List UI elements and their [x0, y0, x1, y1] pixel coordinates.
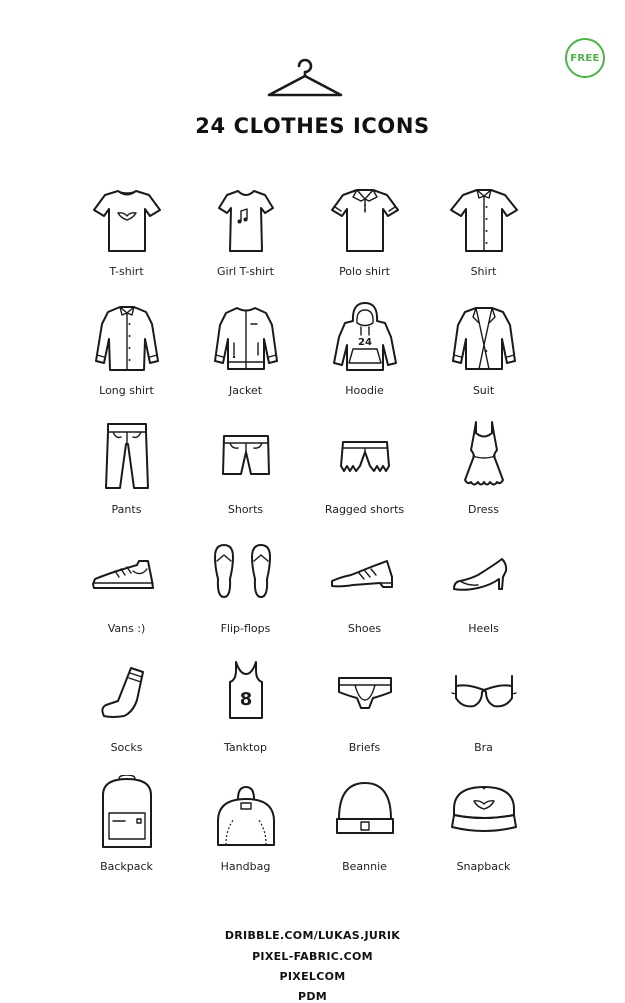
- icon-grid: [67, 176, 543, 890]
- icon-cell-briefs: [305, 652, 424, 771]
- t-shirt-icon: [91, 180, 163, 260]
- icon-cell-hoodie: [305, 295, 424, 414]
- icon-cell-t-shirt: [67, 176, 186, 295]
- icon-label: Shirt: [470, 265, 497, 278]
- icon-label: T-shirt: [109, 265, 144, 278]
- long-shirt-icon: [91, 299, 163, 379]
- hoodie-number: 24: [358, 337, 372, 348]
- icon-label: Snapback: [456, 860, 511, 873]
- icon-label: Bra: [474, 741, 493, 754]
- icon-cell-tanktop: [186, 652, 305, 771]
- icon-cell-shoes: [305, 533, 424, 652]
- footer-link-pixel-fabric[interactable]: PIXEL-FABRIC.COM: [252, 950, 373, 963]
- vans-icon: [91, 537, 163, 617]
- icon-label: Vans :): [107, 622, 146, 635]
- icon-label: Shoes: [347, 622, 382, 635]
- icon-label: Briefs: [348, 741, 381, 754]
- dress-icon: [448, 418, 520, 498]
- briefs-icon: [329, 656, 401, 736]
- icon-cell-suit: [424, 295, 543, 414]
- free-badge: FREE: [565, 38, 605, 78]
- icon-label: Long shirt: [99, 384, 154, 397]
- icon-cell-girl-t-shirt: [186, 176, 305, 295]
- icon-label: Tanktop: [223, 741, 267, 754]
- polo-shirt-icon: [329, 180, 401, 260]
- icon-cell-backpack: [67, 771, 186, 890]
- tanktop-number: 8: [239, 689, 253, 710]
- shoes-icon: [329, 537, 401, 617]
- pants-icon: [91, 418, 163, 498]
- icon-cell-polo-shirt: [305, 176, 424, 295]
- icon-label: Handbag: [220, 860, 271, 873]
- icon-label: Hoodie: [345, 384, 384, 397]
- backpack-icon: [91, 775, 163, 855]
- icon-label: Heels: [468, 622, 499, 635]
- icon-label: Flip-flops: [220, 622, 271, 635]
- snapback-icon: [448, 775, 520, 855]
- handbag-icon: [210, 775, 282, 855]
- ragged-shorts-icon: [329, 418, 401, 498]
- icon-cell-dress: [424, 414, 543, 533]
- icon-label: Backpack: [100, 860, 153, 873]
- icon-cell-jacket: [186, 295, 305, 414]
- icon-cell-socks: [67, 652, 186, 771]
- icon-cell-ragged-shorts: [305, 414, 424, 533]
- icon-cell-long-shirt: [67, 295, 186, 414]
- girl-t-shirt-icon: [210, 180, 282, 260]
- icon-cell-snapback: [424, 771, 543, 890]
- icon-cell-pants: [67, 414, 186, 533]
- icon-label: Suit: [472, 384, 495, 397]
- hanger-icon: [266, 56, 344, 100]
- shorts-icon: [210, 418, 282, 498]
- footer-link-dribbble[interactable]: DRIBBLE.COM/LUKAS.JURIK: [224, 929, 401, 942]
- icon-cell-handbag: [186, 771, 305, 890]
- socks-icon: [91, 656, 163, 736]
- page-title: 24 CLOTHES ICONS: [195, 114, 430, 138]
- icon-label: Jacket: [228, 384, 263, 397]
- icon-label: Dress: [468, 503, 499, 516]
- icon-label: Shorts: [227, 503, 264, 516]
- icon-cell-heels: [424, 533, 543, 652]
- footer-link-pixelcom[interactable]: PIXELCOM: [279, 970, 346, 983]
- icon-cell-vans: [67, 533, 186, 652]
- icon-label: Polo shirt: [339, 265, 390, 278]
- suit-icon: [448, 299, 520, 379]
- shirt-icon: [448, 180, 520, 260]
- icon-label: Beannie: [342, 860, 387, 873]
- icon-cell-shorts: [186, 414, 305, 533]
- bra-icon: [448, 656, 520, 736]
- icon-label: Socks: [110, 741, 143, 754]
- footer-link-pdm[interactable]: PDM: [297, 990, 328, 1003]
- icon-label: Girl T-shirt: [217, 265, 274, 278]
- hoodie-icon: [329, 299, 401, 379]
- icon-cell-shirt: [424, 176, 543, 295]
- tanktop-icon: [210, 656, 282, 736]
- beannie-icon: [329, 775, 401, 855]
- icon-cell-flip-flops: [186, 533, 305, 652]
- icon-cell-bra: [424, 652, 543, 771]
- flip-flops-icon: [210, 537, 282, 617]
- icon-cell-beannie: [305, 771, 424, 890]
- icon-label: Pants: [111, 503, 142, 516]
- jacket-icon: [210, 299, 282, 379]
- icon-label: Ragged shorts: [324, 503, 405, 516]
- heels-icon: [448, 537, 520, 617]
